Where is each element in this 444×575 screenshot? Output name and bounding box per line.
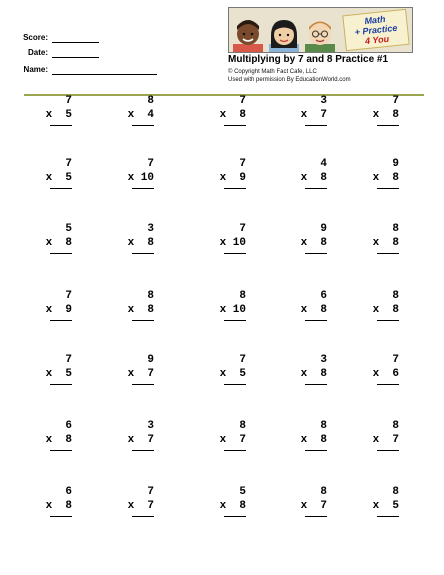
multiplier: x 8 bbox=[219, 109, 246, 121]
multiplier: x 8 bbox=[45, 237, 72, 249]
multiplicand: 7 bbox=[65, 290, 72, 302]
multiplicand: 8 bbox=[392, 486, 399, 498]
name-label: Name: bbox=[23, 65, 48, 74]
multiplier: x 8 bbox=[300, 368, 327, 380]
multiplier: x 8 bbox=[372, 109, 399, 121]
multiplicand: 7 bbox=[239, 95, 246, 107]
multiplicand: 6 bbox=[65, 420, 72, 432]
answer-line[interactable] bbox=[377, 320, 399, 321]
name-line[interactable] bbox=[52, 74, 157, 75]
multiplier: x 7 bbox=[300, 500, 327, 512]
answer-line[interactable] bbox=[305, 450, 327, 451]
multiplier: x 10 bbox=[127, 172, 154, 184]
answer-line[interactable] bbox=[377, 384, 399, 385]
multiplier: x 7 bbox=[127, 368, 154, 380]
answer-line[interactable] bbox=[50, 253, 72, 254]
answer-line[interactable] bbox=[224, 516, 246, 517]
multiplicand: 8 bbox=[392, 420, 399, 432]
answer-line[interactable] bbox=[305, 516, 327, 517]
answer-line[interactable] bbox=[50, 125, 72, 126]
header-divider bbox=[24, 94, 424, 96]
multiplier: x 7 bbox=[300, 109, 327, 121]
answer-line[interactable] bbox=[224, 384, 246, 385]
multiplicand: 8 bbox=[147, 290, 154, 302]
kid-illustration-1 bbox=[231, 16, 265, 53]
answer-line[interactable] bbox=[305, 320, 327, 321]
answer-line[interactable] bbox=[132, 384, 154, 385]
multiplier: x 5 bbox=[45, 368, 72, 380]
answer-line[interactable] bbox=[50, 320, 72, 321]
multiplicand: 8 bbox=[320, 420, 327, 432]
multiplier: x 6 bbox=[372, 368, 399, 380]
worksheet-title: Multiplying by 7 and 8 Practice #1 bbox=[228, 54, 389, 65]
multiplier: x 5 bbox=[372, 500, 399, 512]
multiplier: x 10 bbox=[219, 304, 246, 316]
answer-line[interactable] bbox=[224, 450, 246, 451]
multiplier: x 8 bbox=[300, 434, 327, 446]
answer-line[interactable] bbox=[132, 125, 154, 126]
multiplier: x 8 bbox=[372, 237, 399, 249]
multiplicand: 6 bbox=[320, 290, 327, 302]
multiplicand: 7 bbox=[392, 354, 399, 366]
multiplicand: 8 bbox=[147, 95, 154, 107]
multiplicand: 9 bbox=[392, 158, 399, 170]
multiplicand: 9 bbox=[147, 354, 154, 366]
logo-line-1: Math bbox=[363, 13, 386, 27]
multiplier: x 8 bbox=[45, 434, 72, 446]
multiplier: x 8 bbox=[45, 500, 72, 512]
answer-line[interactable] bbox=[50, 516, 72, 517]
multiplier: x 8 bbox=[219, 500, 246, 512]
copyright-text: © Copyright Math Fact Cafe, LLC bbox=[228, 69, 317, 75]
answer-line[interactable] bbox=[224, 253, 246, 254]
multiplicand: 5 bbox=[239, 486, 246, 498]
answer-line[interactable] bbox=[377, 188, 399, 189]
multiplicand: 9 bbox=[320, 223, 327, 235]
answer-line[interactable] bbox=[224, 125, 246, 126]
multiplicand: 7 bbox=[147, 486, 154, 498]
header-banner bbox=[228, 7, 413, 53]
multiplicand: 7 bbox=[239, 223, 246, 235]
answer-line[interactable] bbox=[305, 188, 327, 189]
answer-line[interactable] bbox=[305, 384, 327, 385]
multiplicand: 3 bbox=[147, 223, 154, 235]
multiplier: x 7 bbox=[127, 434, 154, 446]
multiplicand: 7 bbox=[239, 354, 246, 366]
multiplicand: 7 bbox=[147, 158, 154, 170]
answer-line[interactable] bbox=[50, 384, 72, 385]
math-practice-logo bbox=[342, 9, 409, 51]
multiplier: x 7 bbox=[372, 434, 399, 446]
multiplicand: 8 bbox=[239, 290, 246, 302]
answer-line[interactable] bbox=[50, 188, 72, 189]
answer-line[interactable] bbox=[50, 450, 72, 451]
multiplier: x 9 bbox=[219, 172, 246, 184]
answer-line[interactable] bbox=[132, 516, 154, 517]
multiplicand: 7 bbox=[239, 158, 246, 170]
multiplier: x 8 bbox=[372, 172, 399, 184]
multiplicand: 7 bbox=[65, 95, 72, 107]
kid-illustration-2 bbox=[267, 16, 301, 53]
logo-line-2: + Practice bbox=[354, 22, 398, 38]
multiplicand: 3 bbox=[320, 354, 327, 366]
multiplicand: 7 bbox=[65, 158, 72, 170]
answer-line[interactable] bbox=[377, 253, 399, 254]
multiplier: x 8 bbox=[300, 237, 327, 249]
multiplicand: 4 bbox=[320, 158, 327, 170]
multiplicand: 3 bbox=[147, 420, 154, 432]
logo-line-3: 4 You bbox=[364, 33, 390, 47]
multiplier: x 8 bbox=[372, 304, 399, 316]
answer-line[interactable] bbox=[224, 188, 246, 189]
multiplier: x 8 bbox=[300, 304, 327, 316]
answer-line[interactable] bbox=[224, 320, 246, 321]
multiplier: x 8 bbox=[300, 172, 327, 184]
date-label: Date: bbox=[27, 48, 48, 57]
multiplicand: 6 bbox=[65, 486, 72, 498]
multiplicand: 8 bbox=[320, 486, 327, 498]
score-label: Score: bbox=[23, 33, 48, 42]
multiplier: x 5 bbox=[45, 172, 72, 184]
multiplicand: 8 bbox=[392, 223, 399, 235]
answer-line[interactable] bbox=[132, 188, 154, 189]
answer-line[interactable] bbox=[305, 125, 327, 126]
answer-line[interactable] bbox=[377, 450, 399, 451]
multiplier: x 9 bbox=[45, 304, 72, 316]
multiplier: x 7 bbox=[219, 434, 246, 446]
multiplier: x 8 bbox=[127, 237, 154, 249]
multiplier: x 4 bbox=[127, 109, 154, 121]
answer-line[interactable] bbox=[132, 450, 154, 451]
multiplier: x 10 bbox=[219, 237, 246, 249]
answer-line[interactable] bbox=[377, 516, 399, 517]
answer-line[interactable] bbox=[377, 125, 399, 126]
multiplier: x 5 bbox=[45, 109, 72, 121]
multiplicand: 7 bbox=[392, 95, 399, 107]
multiplicand: 8 bbox=[392, 290, 399, 302]
answer-line[interactable] bbox=[132, 253, 154, 254]
answer-line[interactable] bbox=[305, 253, 327, 254]
multiplier: x 8 bbox=[127, 304, 154, 316]
score-line[interactable] bbox=[52, 42, 99, 43]
permission-text: Used with permission By EducationWorld.com bbox=[228, 77, 351, 83]
multiplicand: 7 bbox=[65, 354, 72, 366]
kid-illustration-3 bbox=[303, 16, 337, 53]
date-line[interactable] bbox=[52, 57, 99, 58]
multiplicand: 5 bbox=[65, 223, 72, 235]
multiplicand: 3 bbox=[320, 95, 327, 107]
multiplier: x 7 bbox=[127, 500, 154, 512]
multiplicand: 8 bbox=[239, 420, 246, 432]
answer-line[interactable] bbox=[132, 320, 154, 321]
multiplier: x 5 bbox=[219, 368, 246, 380]
